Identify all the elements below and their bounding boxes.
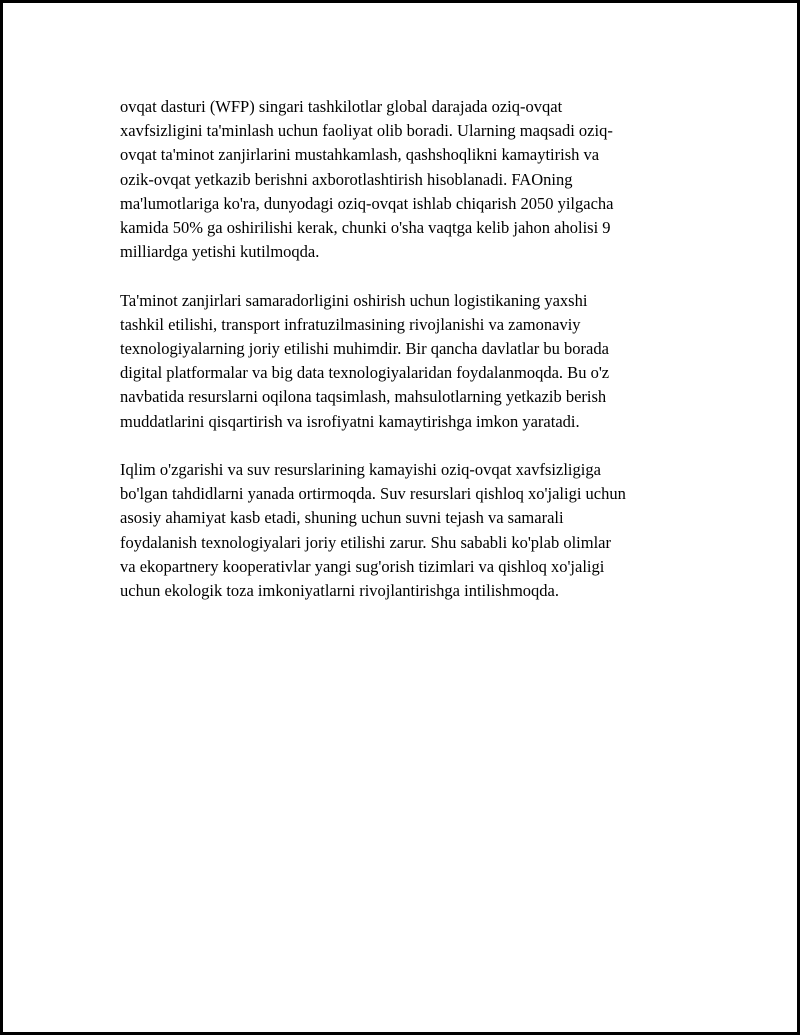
text-line: va ekopartnery kooperativlar yangi sug'orish tizimlari va qishloq xo'jaligi: [120, 556, 605, 576]
text-line: muddatlarini qisqartirish va isrofiyatni kamaytirishga imkon yaratadi.: [120, 411, 580, 431]
text-line: ovqat ta'minot zanjirlarini mustahkamlash, qashshoqlikni kamaytirish va: [120, 145, 600, 165]
text-line: milliardga yetishi kutilmoqda.: [120, 242, 320, 262]
text-line: foydalanish texnologiyalari joriy etilishi zarur. Shu sababli ko'plab olimlar: [120, 532, 611, 552]
text-line: Ta'minot zanjirlari samaradorligini oshirish uchun logistikaning yaxshi: [120, 290, 588, 310]
text-line: kamida 50% ga oshirilishi kerak, chunki o'sha vaqtga kelib jahon aholisi 9: [120, 218, 611, 238]
text-line: bo'lgan tahdidlarni yanada ortirmoqda. Suv resurslari qishloq xo'jaligi uchun: [120, 484, 626, 504]
text-line: ovqat dasturi (WFP) singari tashkilotlar global darajada oziq-ovqat: [120, 97, 563, 116]
text-line: navbatida resurslarni oqilona taqsimlash, mahsulotlarning yetkazib berish: [120, 387, 607, 407]
text-line: Iqlim o'zgarishi va suv resurslarining kamayishi oziq-ovqat xavfsizligiga: [120, 460, 601, 480]
text-line: ozik-ovqat yetkazib berishni axborotlashtirish hisoblanadi. FAOning: [120, 169, 573, 189]
paragraph-1: [120, 95, 695, 264]
paragraph-2: [120, 289, 695, 434]
text-line: tashkil etilishi, transport infratuzilmasining rivojlanishi va zamonaviy: [120, 314, 581, 334]
paragraph-3: [120, 458, 695, 603]
document-body: [120, 95, 695, 627]
text-line: ma'lumotlariga ko'ra, dunyodagi oziq-ovqat ishlab chiqarish 2050 yilgacha: [120, 193, 614, 213]
text-line: xavfsizligini ta'minlash uchun faoliyat olib boradi. Ularning maqsadi oziq-: [120, 121, 613, 141]
text-line: asosiy ahamiyat kasb etadi, shuning uchun suvni tejash va samarali: [120, 508, 564, 528]
text-line: texnologiyalarning joriy etilishi muhimdir. Bir qancha davlatlar bu borada: [120, 339, 609, 359]
text-line: digital platformalar va big data texnologiyalaridan foydalanmoqda. Bu o'z: [120, 363, 610, 383]
text-line: uchun ekologik toza imkoniyatlarni rivojlantirishga intilishmoqda.: [120, 581, 560, 601]
